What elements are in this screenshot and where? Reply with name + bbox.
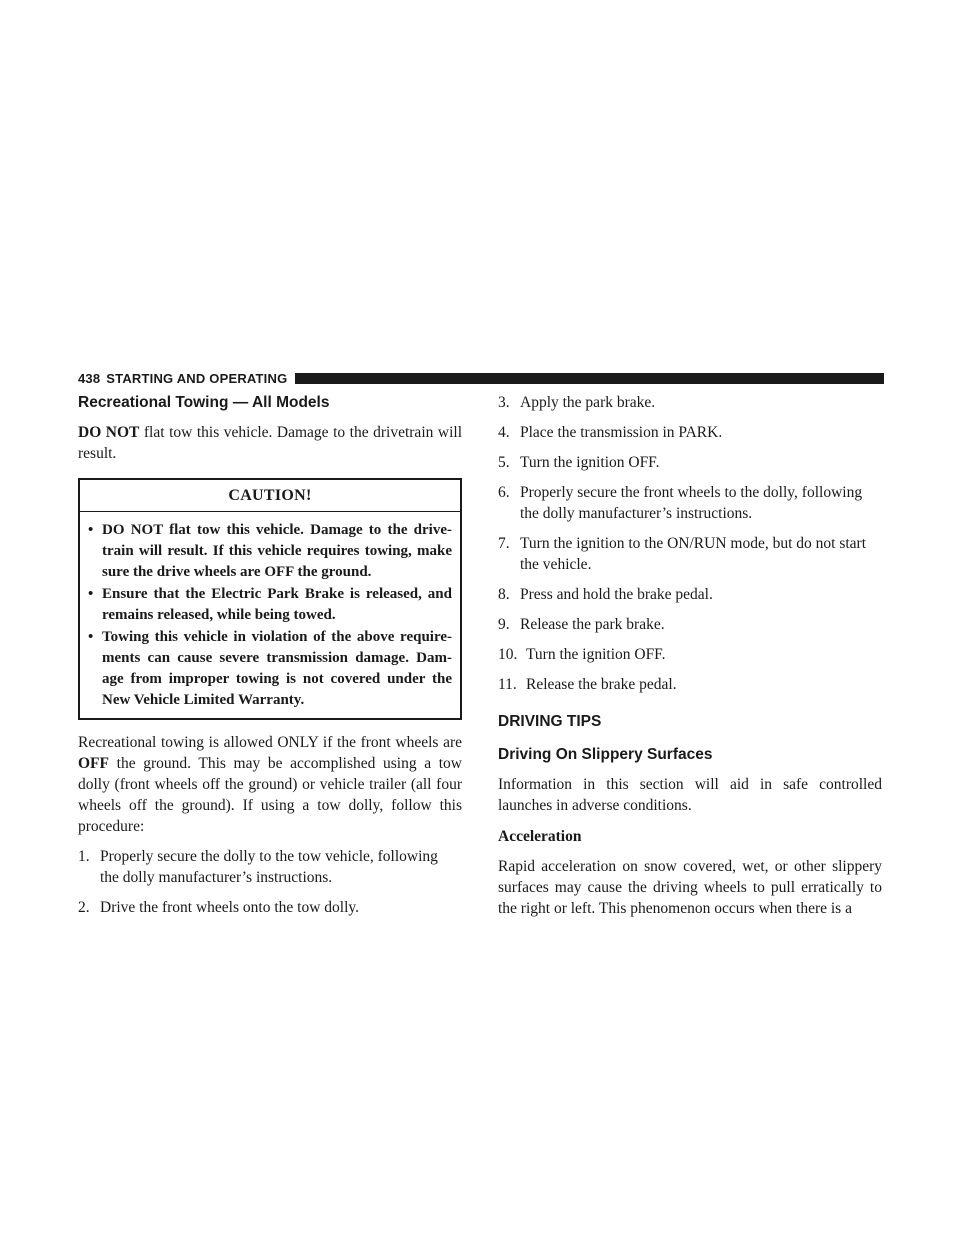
step-item	[498, 452, 882, 473]
intro-paragraph	[78, 422, 462, 464]
slippery-paragraph: Information in this section will aid in safe controlled launches in adverse conditions.	[498, 776, 882, 814]
section-title: STARTING AND OPERATING	[106, 370, 288, 386]
step-item	[498, 644, 882, 665]
step-number: 11.	[498, 676, 517, 693]
step-number: 1.	[78, 848, 90, 865]
caution-item	[88, 520, 452, 583]
towing-allowed-paragraph	[78, 732, 462, 837]
step-item	[498, 674, 882, 695]
page-number: 438	[78, 370, 101, 386]
caution-item	[88, 627, 452, 711]
step-text: Turn the ignition OFF.	[520, 454, 660, 471]
caution-box	[78, 478, 462, 720]
step-text: Turn the ignition to the ON/RUN mode, but do not start	[520, 535, 867, 552]
caution-item	[88, 584, 452, 626]
step-number: 3.	[498, 394, 510, 411]
step-text: Properly secure the dolly to the tow vehicle, following	[100, 848, 438, 865]
step-number: 2.	[78, 899, 90, 916]
intro-text: flat tow this vehicle. Damage to the drivetrain will result.	[78, 424, 463, 462]
allowed-bold: OFF	[78, 755, 109, 772]
step-item	[498, 533, 882, 575]
page-header	[78, 370, 884, 386]
caution-item-text: Ensure that the Electric Park Brake is released, and remains released, while being towed.	[102, 586, 452, 623]
step-text-cont: the dolly manufacturer’s instructions.	[100, 869, 333, 886]
step-number: 4.	[498, 424, 510, 441]
step-number: 8.	[498, 586, 510, 603]
step-text-cont: the dolly manufacturer’s instructions.	[520, 505, 753, 522]
step-text: Press and hold the brake pedal.	[520, 586, 713, 603]
step-number: 6.	[498, 484, 510, 501]
step-text: Release the park brake.	[520, 616, 665, 633]
caution-item-text: Towing this vehicle in violation of the above require-ments can cause severe transmission damage. Dam-age from improper towing is not covered under the New Vehicle Limited Warranty.	[102, 629, 452, 708]
acceleration-paragraph: Rapid acceleration on snow covered, wet, or other slippery surfaces may cause the driving wheels to pull erratically to the right or left. This phenomenon occurs when there is a	[498, 858, 882, 917]
bullet-icon: •	[88, 586, 94, 602]
step-text-cont: the vehicle.	[520, 556, 592, 573]
step-item	[498, 392, 882, 413]
caution-item-text: DO NOT flat tow this vehicle. Damage to the drive-train will result. If this vehicle requires towing, make sure the drive wheels are OFF the ground.	[102, 522, 452, 580]
step-number: 7.	[498, 535, 510, 552]
caution-list	[80, 512, 460, 718]
left-steps-list	[78, 846, 462, 918]
bullet-icon: •	[88, 522, 94, 538]
step-item	[498, 422, 882, 443]
step-item	[498, 614, 882, 635]
allowed-text-pre: Recreational towing is allowed ONLY if the front wheels are	[78, 734, 462, 751]
slippery-surfaces-heading: Driving On Slippery Surfaces	[498, 746, 713, 763]
step-item	[78, 897, 462, 918]
step-text: Properly secure the front wheels to the dolly, following	[520, 484, 863, 501]
left-column	[78, 392, 462, 918]
driving-tips-heading: DRIVING TIPS	[498, 713, 602, 730]
step-number: 5.	[498, 454, 510, 471]
step-text: Place the transmission in PARK.	[520, 424, 723, 441]
right-steps-list	[498, 392, 882, 695]
right-column	[498, 392, 882, 919]
allowed-text-post: the ground. This may be accomplished using a tow dolly (front wheels off the ground) or vehicle trailer (all four wheels off the ground). If using a tow dolly, follow this procedure:	[78, 755, 462, 835]
step-number: 9.	[498, 616, 510, 633]
header-rule	[295, 373, 884, 384]
step-item	[78, 846, 462, 888]
acceleration-heading: Acceleration	[498, 828, 582, 845]
caution-title: CAUTION!	[80, 480, 460, 512]
step-item	[498, 482, 882, 524]
recreational-towing-heading: Recreational Towing — All Models	[78, 394, 330, 411]
bullet-icon: •	[88, 629, 94, 645]
step-text: Turn the ignition OFF.	[526, 646, 666, 663]
step-item	[498, 584, 882, 605]
step-number: 10.	[498, 646, 518, 663]
step-text: Apply the park brake.	[520, 394, 656, 411]
step-text: Release the brake pedal.	[526, 676, 677, 693]
step-text: Drive the front wheels onto the tow dolly.	[100, 899, 359, 916]
intro-bold: DO NOT	[78, 424, 140, 441]
